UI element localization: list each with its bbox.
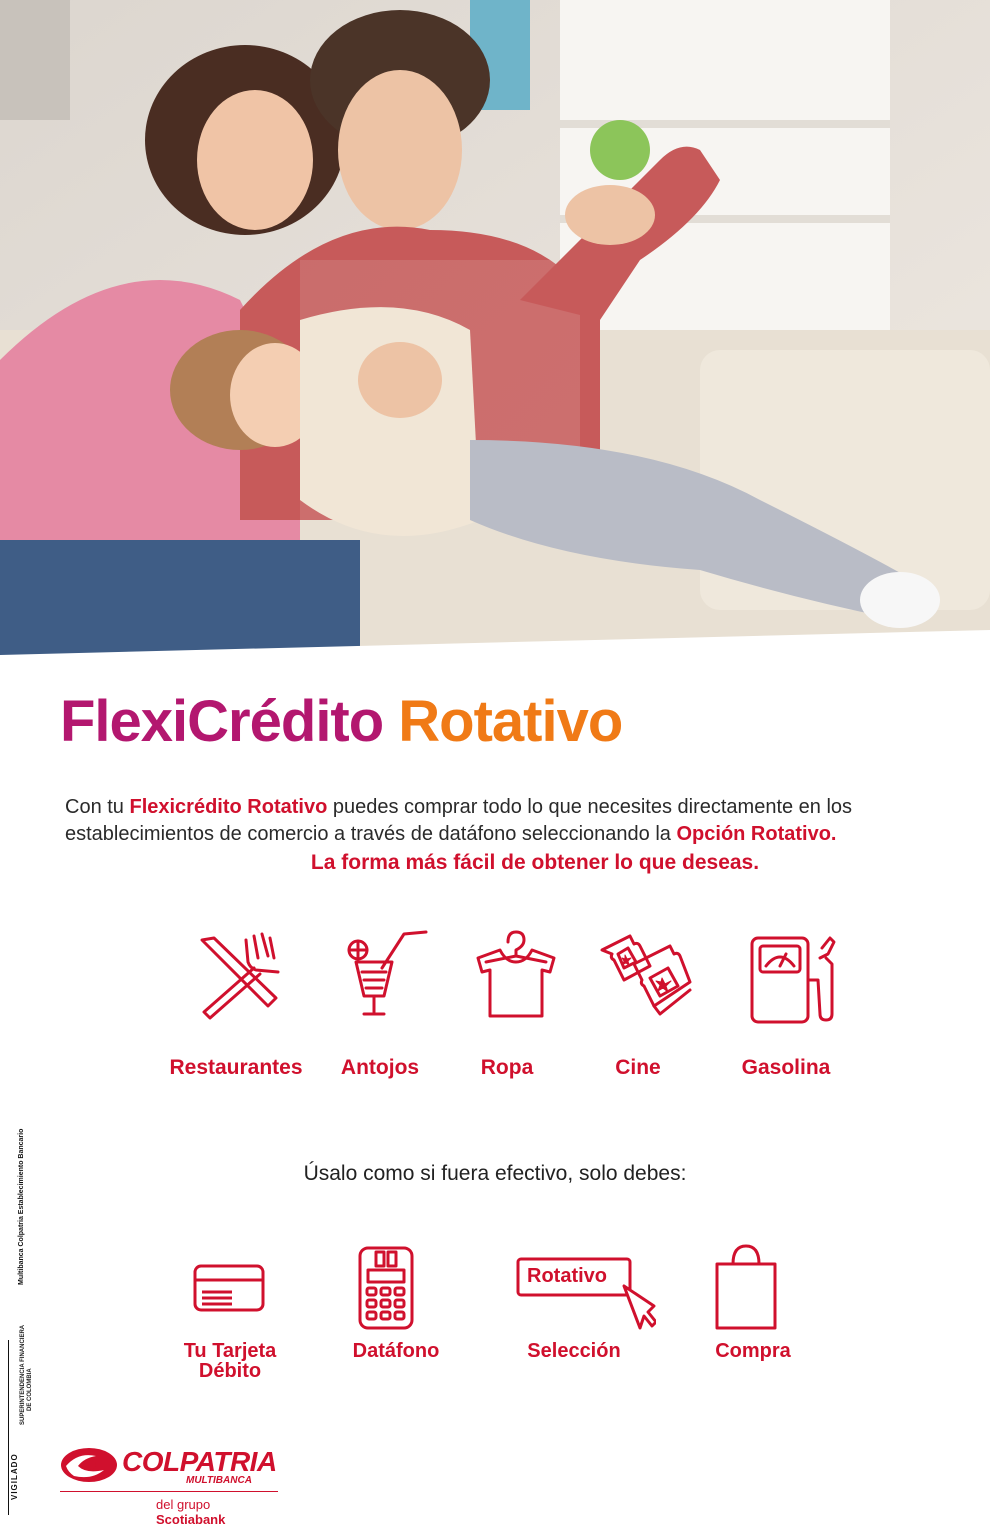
page-title (60, 688, 622, 755)
vigilado-super-line1: SUPERINTENDENCIA FINANCIERA (20, 1324, 26, 1425)
intro-bold-product: Flexicrédito Rotativo (129, 796, 328, 818)
logo-brand: COLPATRIA (122, 1446, 277, 1477)
shirt-hanger-icon (466, 928, 566, 1028)
pos-terminal-icon (356, 1240, 416, 1330)
vigilado-superintendencia (20, 1325, 34, 1425)
step-label-tarjeta-line1: Tu Tarjeta (183, 1340, 277, 1362)
slogan: La forma más fácil de obtener lo que deseas. (310, 851, 760, 874)
logo-grupo (156, 1497, 280, 1527)
step-label-tarjeta (150, 1341, 310, 1381)
cursor-button-icon (516, 1256, 656, 1336)
rotativo-button-text: Rotativo (527, 1265, 607, 1287)
vigilado-entity-text: Multibanca Colpatria Establecimiento Bancario (18, 1128, 25, 1285)
hero-photo (0, 0, 990, 655)
vigilado-super-line2: DE COLOMBIA (27, 1368, 33, 1411)
cocktail-icon (342, 928, 442, 1028)
shopping-bag-icon (713, 1240, 779, 1330)
title-part2: Rotativo (398, 689, 623, 754)
colpatria-swirl-icon (60, 1444, 118, 1486)
logo-grupo-name: Scotiabank (156, 1512, 226, 1527)
howto-heading: Úsalo como si fuera efectivo, solo debes: (303, 1162, 687, 1185)
vigilado-divider (8, 1340, 9, 1515)
card-icon (192, 1240, 266, 1330)
step-label-compra: Compra (715, 1340, 791, 1362)
step-label-datafono: Datáfono (352, 1340, 440, 1362)
category-label-gasolina: Gasolina (741, 1056, 831, 1079)
category-label-ropa: Ropa (480, 1056, 534, 1079)
fork-knife-icon (190, 928, 290, 1028)
intro-text-2: puedes comprar todo lo que necesites directamente en los establecimientos de comercio a través de datáfono seleccionando la (65, 796, 853, 845)
intro-text-1: Con tu (65, 796, 130, 818)
step-label-tarjeta-line2: Débito (198, 1360, 262, 1382)
title-part1: FlexiCrédito (60, 689, 384, 754)
category-label-antojos: Antojos (340, 1056, 420, 1079)
fuel-pump-icon (740, 928, 840, 1028)
category-label-restaurantes: Restaurantes (169, 1056, 303, 1079)
ticket-icon (594, 928, 694, 1028)
logo-sub: MULTIBANCA (186, 1475, 252, 1486)
logo-grupo-prefix: del grupo (156, 1497, 211, 1512)
logo-rule (60, 1491, 278, 1492)
step-label-seleccion: Selección (527, 1340, 621, 1362)
intro-paragraph (65, 794, 945, 848)
intro-bold-option: Opción Rotativo. (676, 823, 837, 845)
colpatria-logo (60, 1440, 280, 1527)
category-label-cine: Cine (615, 1056, 661, 1079)
vigilado-label: VIGILADO (10, 1453, 19, 1500)
